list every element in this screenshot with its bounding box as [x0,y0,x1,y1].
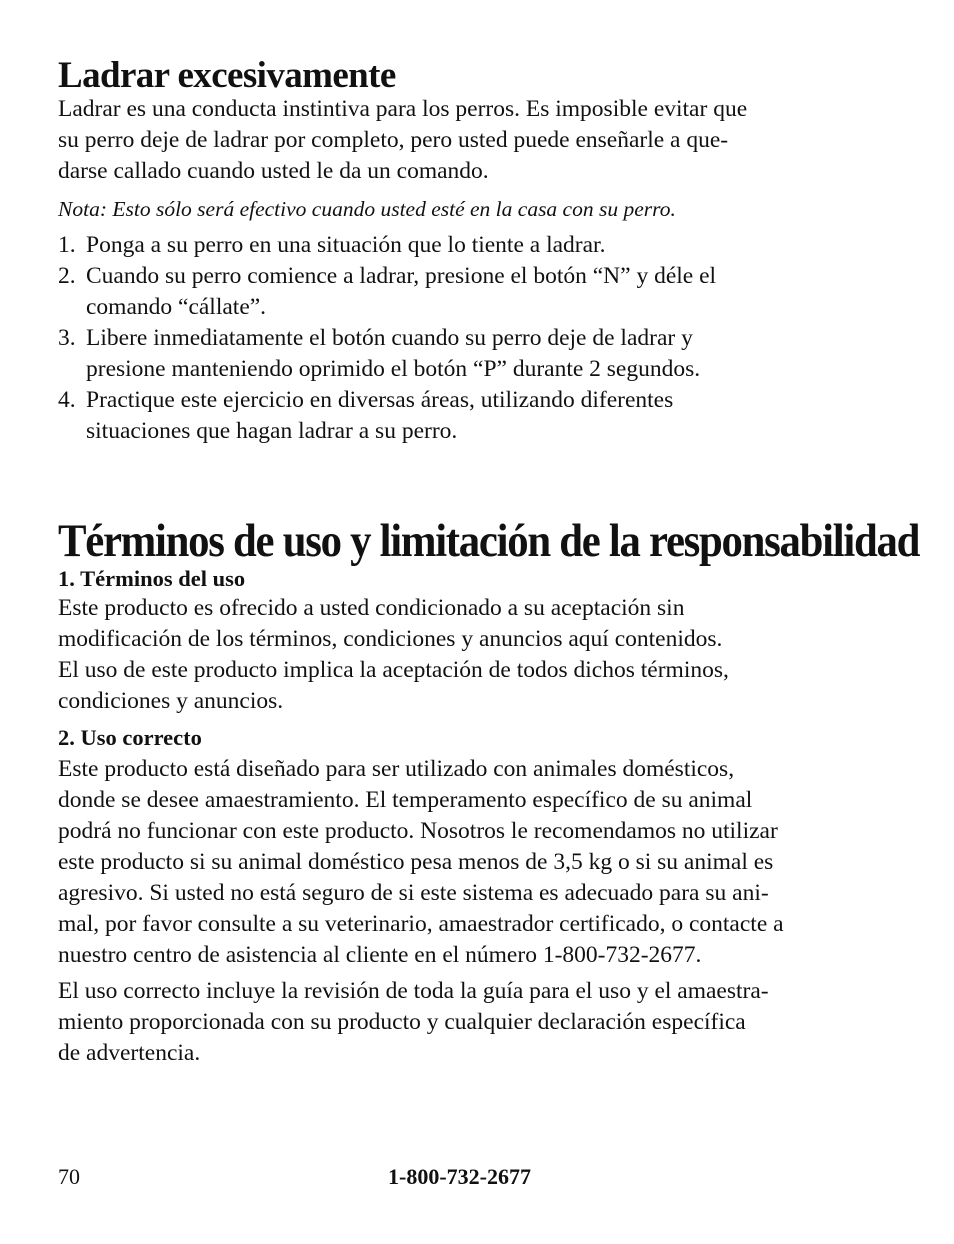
paragraph-line: miento proporcionada con su producto y cualquier declaración específica [58,1009,746,1035]
list-item [58,261,904,323]
correct-use-paragraph-2 [58,976,904,1069]
subsection-heading-correct-use: 2. Uso correcto [58,725,202,750]
step-line: situaciones que hagan ladrar a su perro. [86,418,458,444]
paragraph-line: nuestro centro de asistencia al cliente en el número 1-800-732-2677. [58,942,702,968]
paragraph-line: donde se desee amaestramiento. El temperamento específico de su animal [58,787,753,813]
paragraph-line: condiciones y anuncios. [58,688,284,714]
paragraph-line: agresivo. Si usted no está seguro de si este sistema es adecuado para su ani- [58,880,769,906]
section-title-barking: Ladrar excesivamente [58,55,396,96]
paragraph-line: El uso correcto incluye la revisión de toda la guía para el uso y el amaestra- [58,978,769,1004]
step-line: Ponga a su perro en una situación que lo tiente a ladrar. [86,232,606,258]
footer-phone-number: 1-800-732-2677 [388,1164,531,1189]
page-number: 70 [58,1164,80,1189]
section-title-terms: Términos de uso y limitación de la responsabilidad [58,515,920,567]
terms-paragraph [58,593,904,717]
step-line: Libere inmediatamente el botón cuando su perro deje de ladrar y [86,325,693,351]
paragraph-line: darse callado cuando usted le da un comando. [58,158,489,184]
paragraph-line: Este producto está diseñado para ser utilizado con animales domésticos, [58,756,735,782]
paragraph-line: podrá no funcionar con este producto. Nosotros le recomendamos no utilizar [58,818,778,844]
correct-use-paragraph [58,754,904,971]
list-item [58,323,904,385]
note-text: Nota: Esto sólo será efectivo cuando usted esté en la casa con su perro. [58,197,676,221]
step-number: 4. [58,387,76,413]
paragraph-line: Este producto es ofrecido a usted condicionado a su aceptación sin [58,595,685,621]
paragraph-line: este producto si su animal doméstico pesa menos de 3,5 kg o si su animal es [58,849,774,875]
document-page [58,0,920,1244]
step-line: Practique este ejercicio en diversas áreas, utilizando diferentes [86,387,674,413]
subsection-heading-terms: 1. Términos del uso [58,566,246,591]
paragraph-line: su perro deje de ladrar por completo, pero usted puede enseñarle a que- [58,127,729,153]
step-number: 3. [58,325,76,351]
step-number: 2. [58,263,76,289]
paragraph-line: modificación de los términos, condiciones y anuncios aquí contenidos. [58,626,723,652]
paragraph-line: mal, por favor consulte a su veterinario, amaestrador certificado, o contacte a [58,911,784,937]
paragraph-line: de advertencia. [58,1040,201,1066]
list-item [58,230,904,261]
barking-intro-paragraph [58,94,904,187]
paragraph-line: Ladrar es una conducta instintiva para los perros. Es imposible evitar que [58,96,748,122]
step-line: presione manteniendo oprimido el botón “P” durante 2 segundos. [86,356,701,382]
step-line: Cuando su perro comience a ladrar, presione el botón “N” y déle el [86,263,717,289]
list-item [58,385,904,447]
step-line: comando “cállate”. [86,294,267,320]
paragraph-line: El uso de este producto implica la aceptación de todos dichos términos, [58,657,729,683]
step-number: 1. [58,232,76,258]
steps-list [58,230,904,447]
